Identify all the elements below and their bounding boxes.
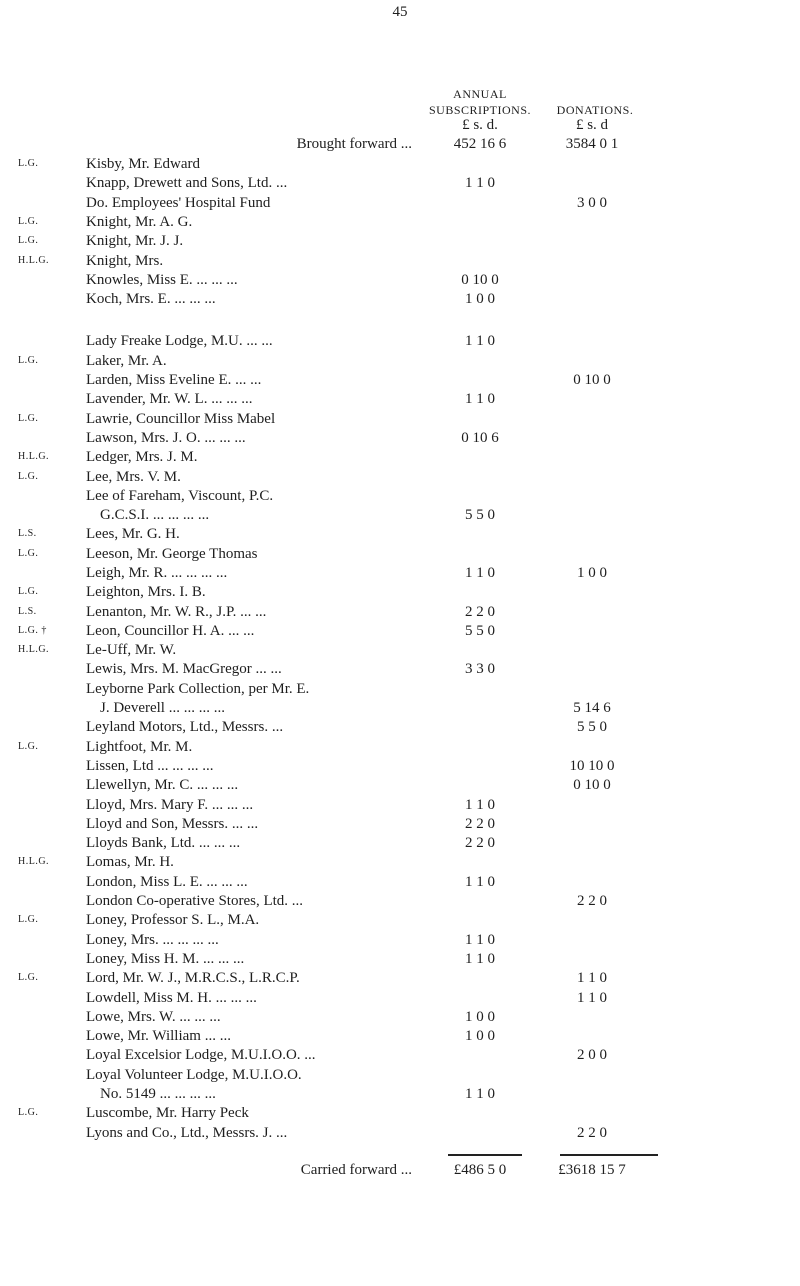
subscription-amount: 2 2 0	[465, 604, 495, 620]
subscriber-name: Leyborne Park Collection, per Mr. E.	[86, 681, 310, 697]
ledger-row	[0, 852, 800, 872]
ledger-row	[0, 679, 800, 699]
subscriber-name: Lissen, Ltd ... ... ... ...	[86, 758, 214, 774]
membership-tag: L.G. †	[18, 625, 47, 636]
membership-tag: L.G.	[18, 413, 39, 424]
ledger-row	[0, 737, 800, 757]
ledger-row	[0, 505, 800, 525]
ledger-row	[0, 544, 800, 564]
ledger-row	[0, 351, 800, 371]
ledger-row	[0, 409, 800, 429]
subscription-amount: 1 1 0	[465, 797, 495, 813]
ledger-row	[0, 486, 800, 506]
brought-forward-label: Brought forward ...	[296, 136, 412, 152]
ledger-row	[0, 270, 800, 290]
ledger-row	[0, 968, 800, 988]
subscriber-name: Lowe, Mrs. W. ... ... ...	[86, 1009, 221, 1025]
membership-tag: L.G.	[18, 235, 39, 246]
membership-tag: L.G.	[18, 586, 39, 597]
subscriber-name: Lowdell, Miss M. H. ... ... ...	[86, 990, 257, 1006]
subscription-amount: 1 1 0	[465, 874, 495, 890]
subscriber-name: Knight, Mrs.	[86, 253, 164, 269]
ledger-row	[0, 1026, 800, 1046]
subscriber-name: Leon, Councillor H. A. ... ...	[86, 623, 255, 639]
ledger-row	[0, 795, 800, 815]
brought-forward-row	[0, 134, 800, 154]
subscriber-name: Kisby, Mr. Edward	[86, 156, 201, 172]
subscriber-name: Loney, Mrs. ... ... ... ...	[86, 932, 219, 948]
carried-forward-donations: £3618 15 7	[558, 1162, 626, 1178]
ledger-row	[0, 212, 800, 232]
subscription-amount: 2 2 0	[465, 835, 495, 851]
page-number: 45	[392, 4, 408, 20]
subscription-amount: 1 0 0	[465, 291, 495, 307]
ledger-row	[0, 602, 800, 622]
donation-amount: 10 10 0	[569, 758, 615, 774]
donation-amount: 1 0 0	[577, 565, 607, 581]
subscriber-name: Lloyd and Son, Messrs. ... ...	[86, 816, 259, 832]
subscriber-name: Knowles, Miss E. ... ... ...	[86, 272, 238, 288]
ledger-row	[0, 1045, 800, 1065]
subscriber-name: Larden, Miss Eveline E. ... ...	[86, 372, 262, 388]
ledger-row	[0, 910, 800, 930]
subscriber-name: Koch, Mrs. E. ... ... ...	[86, 291, 216, 307]
membership-tag: H.L.G.	[18, 451, 50, 462]
subscription-amount: 0 10 0	[461, 272, 499, 288]
donation-amount: 1 1 0	[577, 990, 607, 1006]
ledger-row	[0, 389, 800, 409]
subscriber-name: Knapp, Drewett and Sons, Ltd. ...	[86, 175, 288, 191]
subscriber-name: Knight, Mr. A. G.	[86, 214, 193, 230]
subscription-amount: 3 3 0	[465, 661, 495, 677]
subscriber-name: Loney, Professor S. L., M.A.	[86, 912, 260, 928]
header-sub-lsd: £ s. d.	[462, 117, 498, 133]
membership-tag: L.S.	[18, 528, 37, 539]
ledger-row	[0, 717, 800, 737]
subscription-amount: 1 1 0	[465, 391, 495, 407]
membership-tag: L.G.	[18, 216, 39, 227]
subscriber-name: London, Miss L. E. ... ... ...	[86, 874, 248, 890]
carried-forward-subscriptions: £486 5 0	[453, 1162, 507, 1178]
subscriber-name: Lord, Mr. W. J., M.R.C.S., L.R.C.P.	[86, 970, 300, 986]
donation-amount: 3 0 0	[577, 195, 607, 211]
subscriber-name: Leyland Motors, Ltd., Messrs. ...	[86, 719, 284, 735]
membership-tag: H.L.G.	[18, 856, 50, 867]
subscription-amount: 1 1 0	[465, 175, 495, 191]
subscriber-name: Ledger, Mrs. J. M.	[86, 449, 198, 465]
sub-total-rule	[448, 1154, 522, 1156]
subscription-amount: 0 10 6	[461, 430, 499, 446]
subscriber-name: Le-Uff, Mr. W.	[86, 642, 177, 658]
ledger-row	[0, 833, 800, 853]
ledger-row	[0, 467, 800, 487]
ledger-row	[0, 173, 800, 193]
subscriber-name: Laker, Mr. A.	[86, 353, 167, 369]
ledger-row	[0, 289, 800, 309]
ledger-row	[0, 524, 800, 544]
subscriber-name: Loyal Excelsior Lodge, M.U.I.O.O. ...	[86, 1047, 316, 1063]
donation-amount: 2 2 0	[577, 1125, 607, 1141]
subscriber-name: Lightfoot, Mr. M.	[86, 739, 193, 755]
donation-amount: 2 0 0	[577, 1047, 607, 1063]
membership-tag: L.G.	[18, 158, 39, 169]
subscriber-name: Lavender, Mr. W. L. ... ... ...	[86, 391, 253, 407]
membership-tag: L.G.	[18, 1107, 39, 1118]
subscriber-name: Leeson, Mr. George Thomas	[86, 546, 258, 562]
subscriber-name: Llewellyn, Mr. C. ... ... ...	[86, 777, 239, 793]
ledger-row	[0, 698, 800, 718]
subscriber-name: Lawrie, Councillor Miss Mabel	[86, 411, 276, 427]
ledger-row	[0, 193, 800, 213]
subscriber-name: No. 5149 ... ... ... ...	[100, 1086, 216, 1102]
membership-tag: L.G.	[18, 914, 39, 925]
membership-tag: H.L.G.	[18, 644, 50, 655]
ledger-row	[0, 640, 800, 660]
subscription-amount: 1 1 0	[465, 333, 495, 349]
subscriber-name: Lawson, Mrs. J. O. ... ... ...	[86, 430, 246, 446]
subscriber-name: Leigh, Mr. R. ... ... ... ...	[86, 565, 228, 581]
subscription-amount: 2 2 0	[465, 816, 495, 832]
ledger-row	[0, 582, 800, 602]
subscriber-name: Lees, Mr. G. H.	[86, 526, 180, 542]
subscriber-name: Lloyds Bank, Ltd. ... ... ...	[86, 835, 241, 851]
donation-amount: 1 1 0	[577, 970, 607, 986]
membership-tag: L.G.	[18, 548, 39, 559]
ledger-row	[0, 988, 800, 1008]
membership-tag: L.G.	[18, 471, 39, 482]
ledger-row	[0, 154, 800, 174]
donation-amount: 0 10 0	[573, 372, 611, 388]
membership-tag: L.G.	[18, 355, 39, 366]
subscriber-name: Luscombe, Mr. Harry Peck	[86, 1105, 249, 1121]
ledger-row	[0, 756, 800, 776]
subscription-amount: 1 1 0	[465, 932, 495, 948]
membership-tag: L.S.	[18, 606, 37, 617]
don-total-rule	[560, 1154, 658, 1156]
ledger-row	[0, 1007, 800, 1027]
ledger-row	[0, 949, 800, 969]
ledger-row	[0, 930, 800, 950]
subscriber-name: G.C.S.I. ... ... ... ...	[100, 507, 210, 523]
subscriber-name: Loney, Miss H. M. ... ... ...	[86, 951, 245, 967]
subscriber-name: Lee of Fareham, Viscount, P.C.	[86, 488, 274, 504]
ledger-row	[0, 428, 800, 448]
subscriber-name: Loyal Volunteer Lodge, M.U.I.O.O.	[86, 1067, 302, 1083]
carried-forward-row	[0, 1160, 800, 1180]
subscription-amount: 1 1 0	[465, 1086, 495, 1102]
subscription-amount: 1 1 0	[465, 565, 495, 581]
ledger-row	[0, 1123, 800, 1143]
ledger-row	[0, 659, 800, 679]
ledger-row	[0, 775, 800, 795]
membership-tag: H.L.G.	[18, 255, 50, 266]
donation-amount: 2 2 0	[577, 893, 607, 909]
subscriber-name: Lady Freake Lodge, M.U. ... ...	[86, 333, 273, 349]
subscription-amount: 5 5 0	[465, 623, 495, 639]
ledger-row	[0, 1103, 800, 1123]
subscriber-name: Leighton, Mrs. I. B.	[86, 584, 206, 600]
header-subscriptions: SUBSCRIPTIONS.	[428, 103, 532, 117]
header-don-lsd: £ s. d	[575, 117, 609, 133]
ledger-row	[0, 251, 800, 271]
subscriber-name: Lowe, Mr. William ... ...	[86, 1028, 231, 1044]
ledger-row	[0, 621, 800, 641]
donation-amount: 0 10 0	[573, 777, 611, 793]
subscriber-name: Lee, Mrs. V. M.	[86, 469, 181, 485]
subscription-amount: 1 1 0	[465, 951, 495, 967]
ledger-row	[0, 370, 800, 390]
ledger-row	[0, 891, 800, 911]
ledger-row	[0, 447, 800, 467]
header-annual: ANNUAL	[453, 87, 507, 101]
ledger-row	[0, 1065, 800, 1085]
subscriber-name: Lomas, Mr. H.	[86, 854, 174, 870]
subscriber-name: Knight, Mr. J. J.	[86, 233, 184, 249]
ledger-row	[0, 331, 800, 351]
subscriber-name: Lewis, Mrs. M. MacGregor ... ...	[86, 661, 282, 677]
header-donations: DONATIONS.	[556, 103, 634, 117]
subscriber-name: Lenanton, Mr. W. R., J.P. ... ...	[86, 604, 267, 620]
ledger-row	[0, 814, 800, 834]
subscription-amount: 1 0 0	[465, 1009, 495, 1025]
ledger-row	[0, 1084, 800, 1104]
brought-forward-donations: 3584 0 1	[565, 136, 619, 152]
ledger-row	[0, 563, 800, 583]
subscription-amount: 5 5 0	[465, 507, 495, 523]
subscriber-name: Lloyd, Mrs. Mary F. ... ... ...	[86, 797, 254, 813]
donation-amount: 5 5 0	[577, 719, 607, 735]
subscriber-name: J. Deverell ... ... ... ...	[100, 700, 225, 716]
carried-forward-label: Carried forward ...	[300, 1162, 412, 1178]
subscription-amount: 1 0 0	[465, 1028, 495, 1044]
membership-tag: L.G.	[18, 972, 39, 983]
membership-tag: L.G.	[18, 741, 39, 752]
subscriber-name: Do. Employees' Hospital Fund	[86, 195, 271, 211]
ledger-row	[0, 872, 800, 892]
subscriber-name: Lyons and Co., Ltd., Messrs. J. ...	[86, 1125, 288, 1141]
subscriber-name: London Co-operative Stores, Ltd. ...	[86, 893, 304, 909]
brought-forward-subscriptions: 452 16 6	[453, 136, 507, 152]
ledger-row	[0, 231, 800, 251]
donation-amount: 5 14 6	[573, 700, 611, 716]
